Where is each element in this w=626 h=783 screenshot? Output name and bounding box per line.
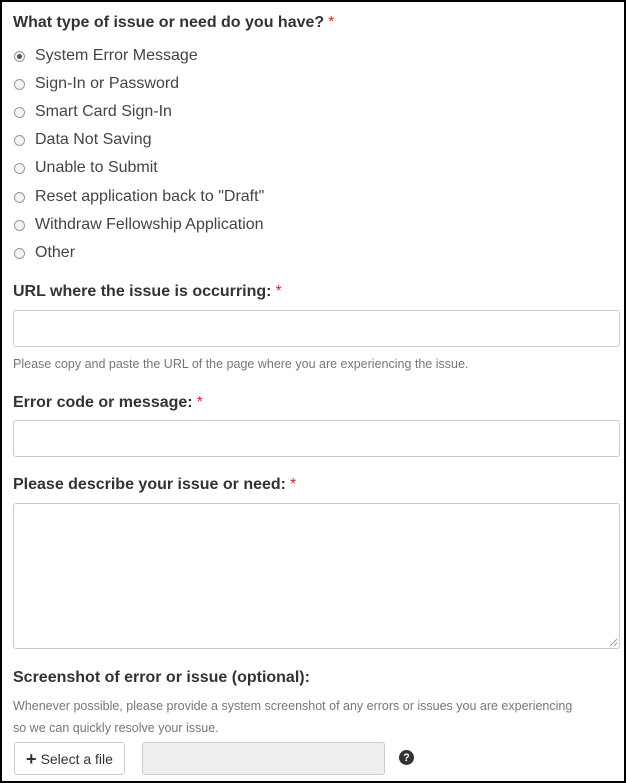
description-label-text: Please describe your issue or need: bbox=[13, 476, 287, 493]
radio-button[interactable] bbox=[14, 192, 25, 203]
url-help-text: Please copy and paste the URL of the page where you are experiencing the issue. bbox=[13, 357, 469, 371]
radio-label: Reset application back to "Draft" bbox=[35, 188, 265, 205]
help-icon-glyph: ? bbox=[403, 751, 410, 764]
radio-option-reset-draft[interactable] bbox=[13, 186, 264, 208]
radio-label: Other bbox=[35, 244, 76, 261]
plus-icon: + bbox=[26, 748, 37, 769]
required-mark: * bbox=[196, 394, 203, 411]
error-code-input[interactable] bbox=[13, 420, 620, 457]
screenshot-label: Screenshot of error or issue (optional): bbox=[13, 669, 310, 686]
question-circle-icon[interactable] bbox=[399, 750, 414, 765]
description-textarea[interactable] bbox=[13, 503, 620, 649]
radio-button[interactable] bbox=[14, 51, 25, 62]
file-name-field bbox=[142, 742, 385, 775]
radio-label: Withdraw Fellowship Application bbox=[35, 216, 264, 233]
select-file-button[interactable] bbox=[14, 742, 125, 775]
url-input[interactable] bbox=[13, 310, 620, 347]
required-mark: * bbox=[275, 283, 282, 300]
url-label-text: URL where the issue is occurring: bbox=[13, 283, 272, 300]
radio-option-system-error[interactable] bbox=[13, 45, 198, 67]
radio-label: Unable to Submit bbox=[35, 159, 158, 176]
radio-button[interactable] bbox=[14, 220, 25, 231]
required-mark: * bbox=[328, 14, 335, 31]
required-mark: * bbox=[290, 476, 297, 493]
radio-button[interactable] bbox=[14, 79, 25, 90]
resize-grip-icon[interactable] bbox=[608, 637, 618, 647]
radio-button[interactable] bbox=[14, 107, 25, 118]
radio-option-other[interactable] bbox=[13, 242, 75, 264]
screenshot-help-line2: so we can quickly resolve your issue. bbox=[13, 721, 219, 735]
radio-option-data-not-saving[interactable] bbox=[13, 129, 152, 151]
radio-label: Data Not Saving bbox=[35, 131, 152, 148]
radio-option-smart-card[interactable] bbox=[13, 101, 172, 123]
error-code-label-text: Error code or message: bbox=[13, 394, 193, 411]
radio-label: Sign-In or Password bbox=[35, 75, 180, 92]
select-file-label: Select a file bbox=[40, 750, 113, 767]
radio-option-unable-to-submit[interactable] bbox=[13, 157, 158, 179]
radio-button[interactable] bbox=[14, 248, 25, 259]
radio-option-withdraw[interactable] bbox=[13, 214, 264, 236]
url-label bbox=[13, 283, 282, 301]
radio-button[interactable] bbox=[14, 163, 25, 174]
screenshot-help-line1: Whenever possible, please provide a system screenshot of any errors or issues you are experiencing bbox=[13, 699, 573, 713]
radio-label: System Error Message bbox=[35, 47, 198, 64]
issue-type-label-text: What type of issue or need do you have? bbox=[13, 14, 325, 31]
radio-button[interactable] bbox=[14, 135, 25, 146]
description-label bbox=[13, 476, 296, 494]
error-code-label bbox=[13, 394, 203, 412]
radio-option-sign-in[interactable] bbox=[13, 73, 179, 95]
issue-type-label bbox=[13, 14, 334, 32]
radio-label: Smart Card Sign-In bbox=[35, 103, 172, 120]
